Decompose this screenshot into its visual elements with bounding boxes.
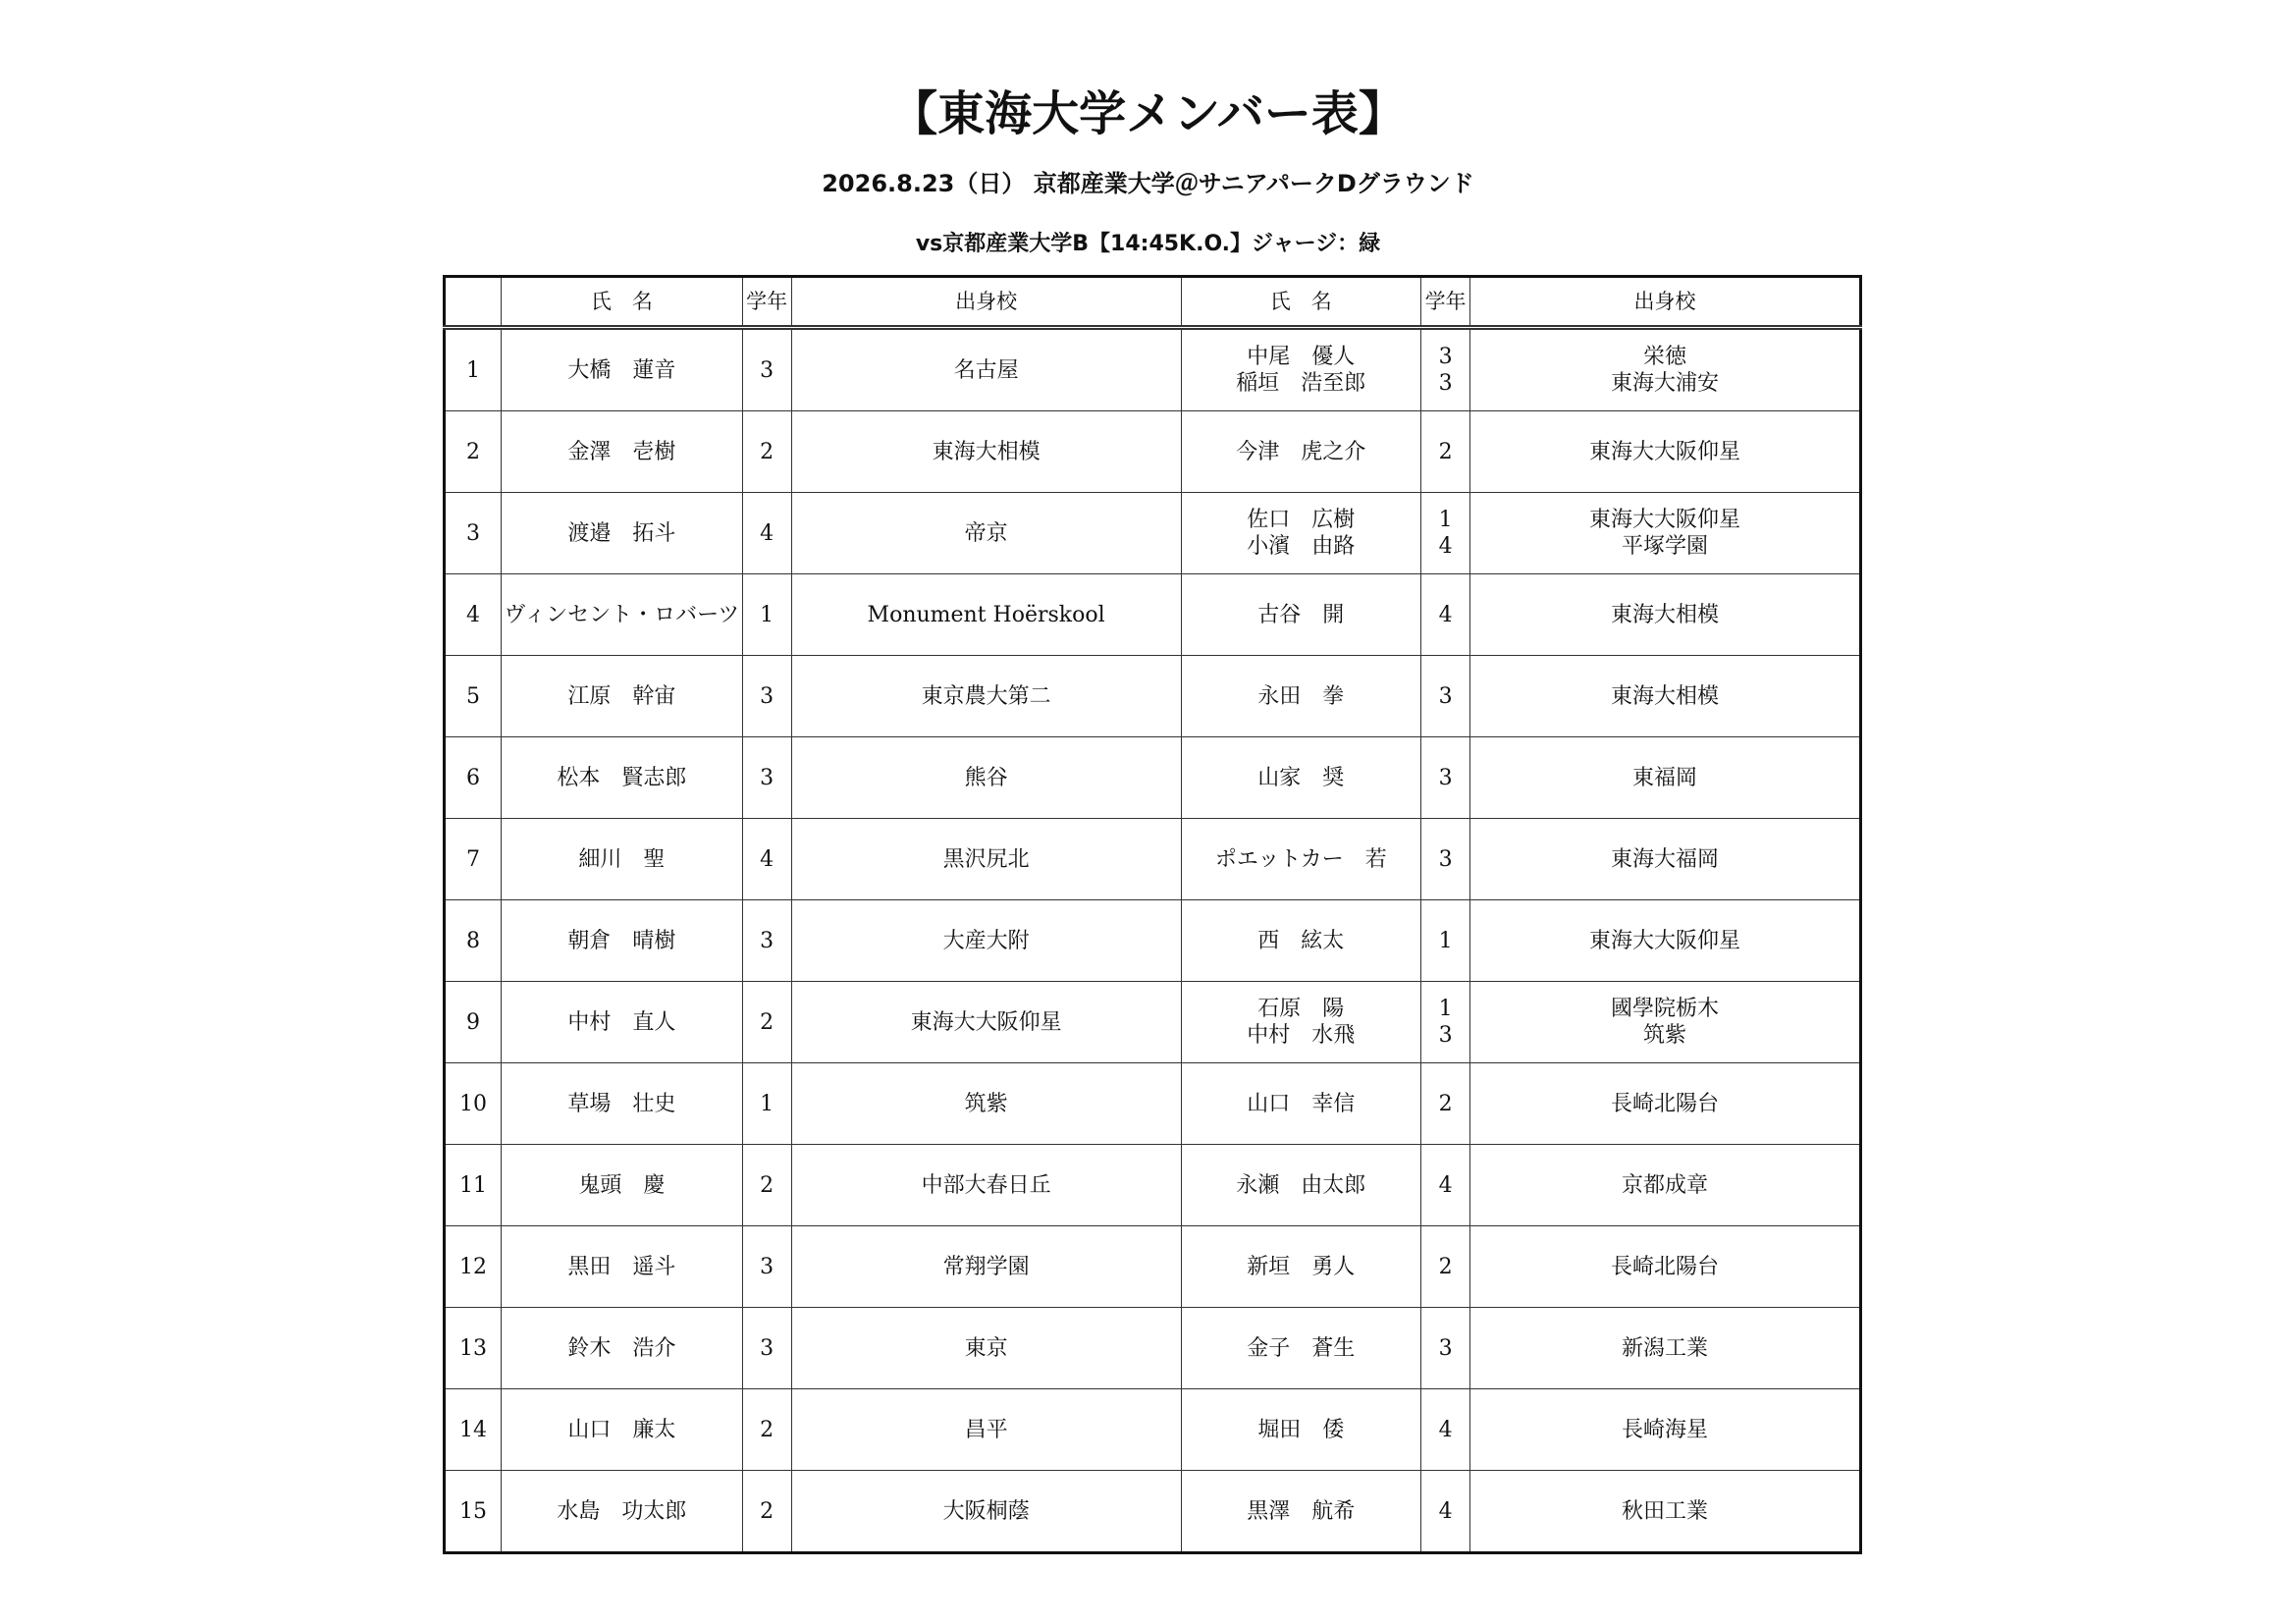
player-year: 2 bbox=[742, 1145, 791, 1226]
reserve-player-year: 3 bbox=[1438, 1023, 1453, 1048]
reserve-player-year: 1 bbox=[1438, 928, 1453, 953]
reserve-school-cell bbox=[1470, 574, 1861, 656]
reserve-player-year: 3 bbox=[1438, 683, 1453, 709]
reserve-school-cell bbox=[1470, 1308, 1861, 1389]
reserve-school-cell bbox=[1470, 328, 1861, 411]
reserve-player-year: 3 bbox=[1438, 846, 1453, 872]
player-school: 東海大大阪仰星 bbox=[791, 982, 1181, 1063]
table-row bbox=[445, 574, 1861, 656]
player-name: 草場 壮史 bbox=[502, 1063, 743, 1145]
table-row bbox=[445, 1389, 1861, 1471]
reserve-player-school: 長崎北陽台 bbox=[1611, 1091, 1720, 1116]
row-number: 10 bbox=[445, 1063, 502, 1145]
reserve-player-school: 新潟工業 bbox=[1622, 1335, 1709, 1361]
reserve-year-cell bbox=[1421, 328, 1470, 411]
player-year: 1 bbox=[742, 574, 791, 656]
reserve-school-cell bbox=[1470, 1145, 1861, 1226]
player-school: Monument Hoërskool bbox=[791, 574, 1181, 656]
reserve-player-school: 長崎北陽台 bbox=[1611, 1254, 1720, 1279]
reserve-player-school: 東海大浦安 bbox=[1611, 371, 1720, 396]
player-name: 鈴木 浩介 bbox=[502, 1308, 743, 1389]
table-row bbox=[445, 1308, 1861, 1389]
player-school: 東京 bbox=[791, 1308, 1181, 1389]
player-school: 昌平 bbox=[791, 1389, 1181, 1471]
player-name: 朝倉 晴樹 bbox=[502, 900, 743, 982]
reserve-school-cell bbox=[1470, 982, 1861, 1063]
player-school: 東海大相模 bbox=[791, 411, 1181, 493]
match-opponent-info: vs京都産業大学B【14:45K.O.】ジャージ：緑 bbox=[915, 232, 1381, 256]
reserve-year-cell bbox=[1421, 900, 1470, 982]
table-row bbox=[445, 411, 1861, 493]
reserve-school-cell bbox=[1470, 737, 1861, 819]
reserve-player-name: 永瀬 由太郎 bbox=[1236, 1172, 1366, 1198]
reserve-school-cell bbox=[1470, 1063, 1861, 1145]
header-name: 氏 名 bbox=[502, 277, 743, 328]
reserve-player-school: 東海大相模 bbox=[1611, 602, 1720, 627]
header-reserve-school: 出身校 bbox=[1470, 277, 1861, 328]
table-row bbox=[445, 1063, 1861, 1145]
player-year: 3 bbox=[742, 900, 791, 982]
row-number: 15 bbox=[445, 1471, 502, 1553]
reserve-player-year: 4 bbox=[1438, 1498, 1453, 1524]
reserve-player-name: 山家 奨 bbox=[1257, 765, 1345, 790]
player-name: ヴィンセント・ロバーツ bbox=[502, 574, 743, 656]
player-year: 2 bbox=[742, 1471, 791, 1553]
reserve-player-name: 中村 水飛 bbox=[1247, 1023, 1356, 1048]
reserve-school-cell bbox=[1470, 900, 1861, 982]
reserve-player-school: 東海大相模 bbox=[1611, 683, 1720, 709]
reserve-name-cell bbox=[1181, 819, 1421, 900]
player-name: 大橋 蓮音 bbox=[502, 328, 743, 411]
reserve-player-year: 1 bbox=[1438, 997, 1453, 1021]
player-school: 東京農大第二 bbox=[791, 656, 1181, 737]
reserve-name-cell bbox=[1181, 737, 1421, 819]
row-number: 13 bbox=[445, 1308, 502, 1389]
player-year: 3 bbox=[742, 656, 791, 737]
reserve-player-school: 平塚学園 bbox=[1622, 534, 1709, 559]
page-title: 【東海大学メンバー表】 bbox=[890, 86, 1406, 141]
reserve-year-cell bbox=[1421, 819, 1470, 900]
reserve-school-cell bbox=[1470, 1389, 1861, 1471]
reserve-player-name: 古谷 開 bbox=[1257, 602, 1345, 627]
row-number: 2 bbox=[445, 411, 502, 493]
match-date-venue: 2026.8.23（日） 京都産業大学＠サニアパークDグラウンド bbox=[822, 170, 1474, 197]
row-number: 3 bbox=[445, 493, 502, 574]
player-school: 名古屋 bbox=[791, 328, 1181, 411]
player-name: 金澤 壱樹 bbox=[502, 411, 743, 493]
reserve-name-cell bbox=[1181, 1389, 1421, 1471]
player-school: 常翔学園 bbox=[791, 1226, 1181, 1308]
reserve-player-school: 京都成章 bbox=[1622, 1172, 1709, 1198]
table-header-row bbox=[445, 277, 1861, 328]
player-school: 中部大春日丘 bbox=[791, 1145, 1181, 1226]
reserve-player-school: 東海大大阪仰星 bbox=[1589, 508, 1741, 532]
reserve-player-name: 金子 蒼生 bbox=[1247, 1335, 1356, 1361]
player-name: 中村 直人 bbox=[502, 982, 743, 1063]
reserve-year-cell bbox=[1421, 1226, 1470, 1308]
reserve-player-school: 筑紫 bbox=[1643, 1023, 1687, 1048]
table-row bbox=[445, 1145, 1861, 1226]
player-year: 4 bbox=[742, 819, 791, 900]
player-year: 2 bbox=[742, 982, 791, 1063]
row-number: 7 bbox=[445, 819, 502, 900]
reserve-name-cell bbox=[1181, 328, 1421, 411]
reserve-player-school: 東福岡 bbox=[1632, 765, 1698, 790]
player-school: 熊谷 bbox=[791, 737, 1181, 819]
reserve-player-year: 2 bbox=[1438, 439, 1453, 464]
player-name: 細川 聖 bbox=[502, 819, 743, 900]
player-school: 黒沢尻北 bbox=[791, 819, 1181, 900]
player-year: 2 bbox=[742, 1389, 791, 1471]
reserve-year-cell bbox=[1421, 1308, 1470, 1389]
reserve-name-cell bbox=[1181, 982, 1421, 1063]
table-row bbox=[445, 493, 1861, 574]
reserve-player-school: 秋田工業 bbox=[1622, 1498, 1709, 1524]
row-number: 1 bbox=[445, 328, 502, 411]
reserve-player-year: 4 bbox=[1438, 602, 1453, 627]
row-number: 9 bbox=[445, 982, 502, 1063]
player-name: 山口 廉太 bbox=[502, 1389, 743, 1471]
player-school: 大産大附 bbox=[791, 900, 1181, 982]
reserve-year-cell bbox=[1421, 1389, 1470, 1471]
reserve-year-cell bbox=[1421, 1471, 1470, 1553]
reserve-name-cell bbox=[1181, 656, 1421, 737]
reserve-player-school: 東海大福岡 bbox=[1611, 846, 1720, 872]
player-year: 3 bbox=[742, 1226, 791, 1308]
reserve-player-year: 4 bbox=[1438, 1172, 1453, 1198]
reserve-name-cell bbox=[1181, 900, 1421, 982]
row-number: 6 bbox=[445, 737, 502, 819]
reserve-name-cell bbox=[1181, 1471, 1421, 1553]
reserve-school-cell bbox=[1470, 656, 1861, 737]
reserve-year-cell bbox=[1421, 1145, 1470, 1226]
row-number: 12 bbox=[445, 1226, 502, 1308]
table-row bbox=[445, 900, 1861, 982]
player-year: 3 bbox=[742, 1308, 791, 1389]
reserve-player-school: 東海大大阪仰星 bbox=[1589, 928, 1741, 953]
header-reserve-name: 氏 名 bbox=[1181, 277, 1421, 328]
reserve-year-cell bbox=[1421, 493, 1470, 574]
header-year: 学年 bbox=[742, 277, 791, 328]
member-table bbox=[443, 275, 1862, 1554]
player-name: 松本 賢志郎 bbox=[502, 737, 743, 819]
player-name: 鬼頭 慶 bbox=[502, 1145, 743, 1226]
reserve-player-name: 堀田 倭 bbox=[1257, 1417, 1345, 1442]
reserve-player-name: 西 絃太 bbox=[1257, 928, 1345, 953]
reserve-year-cell bbox=[1421, 574, 1470, 656]
row-number: 8 bbox=[445, 900, 502, 982]
player-year: 3 bbox=[742, 328, 791, 411]
player-school: 大阪桐蔭 bbox=[791, 1471, 1181, 1553]
reserve-player-name: ポエットカー 若 bbox=[1214, 846, 1387, 872]
reserve-player-year: 3 bbox=[1438, 765, 1453, 790]
row-number: 4 bbox=[445, 574, 502, 656]
reserve-year-cell bbox=[1421, 656, 1470, 737]
row-number: 14 bbox=[445, 1389, 502, 1471]
reserve-player-school: 國學院栃木 bbox=[1611, 997, 1720, 1021]
table-body bbox=[445, 328, 1861, 1553]
table-row bbox=[445, 982, 1861, 1063]
reserve-player-name: 永田 拳 bbox=[1257, 683, 1345, 709]
player-name: 黒田 遥斗 bbox=[502, 1226, 743, 1308]
reserve-year-cell bbox=[1421, 737, 1470, 819]
reserve-player-name: 中尾 優人 bbox=[1247, 345, 1356, 369]
reserve-name-cell bbox=[1181, 1145, 1421, 1226]
reserve-school-cell bbox=[1470, 411, 1861, 493]
reserve-school-cell bbox=[1470, 1226, 1861, 1308]
reserve-player-year: 3 bbox=[1438, 345, 1453, 369]
table-row bbox=[445, 656, 1861, 737]
reserve-name-cell bbox=[1181, 493, 1421, 574]
player-school: 帝京 bbox=[791, 493, 1181, 574]
player-name: 江原 幹宙 bbox=[502, 656, 743, 737]
reserve-school-cell bbox=[1470, 493, 1861, 574]
reserve-name-cell bbox=[1181, 411, 1421, 493]
reserve-school-cell bbox=[1470, 1471, 1861, 1553]
reserve-player-year: 4 bbox=[1438, 1417, 1453, 1442]
player-year: 3 bbox=[742, 737, 791, 819]
reserve-name-cell bbox=[1181, 1063, 1421, 1145]
player-year: 2 bbox=[742, 411, 791, 493]
table-row bbox=[445, 819, 1861, 900]
reserve-player-school: 長崎海星 bbox=[1622, 1417, 1709, 1442]
table-row bbox=[445, 737, 1861, 819]
header-number bbox=[445, 277, 502, 328]
player-year: 4 bbox=[742, 493, 791, 574]
header-school: 出身校 bbox=[791, 277, 1181, 328]
reserve-player-name: 稲垣 浩至郎 bbox=[1236, 371, 1366, 396]
reserve-player-year: 3 bbox=[1438, 371, 1453, 396]
reserve-player-name: 今津 虎之介 bbox=[1236, 439, 1366, 464]
reserve-year-cell bbox=[1421, 982, 1470, 1063]
reserve-player-year: 1 bbox=[1438, 508, 1453, 532]
reserve-player-school: 東海大大阪仰星 bbox=[1589, 439, 1741, 464]
reserve-year-cell bbox=[1421, 411, 1470, 493]
reserve-player-year: 2 bbox=[1438, 1091, 1453, 1116]
table-row bbox=[445, 1226, 1861, 1308]
row-number: 11 bbox=[445, 1145, 502, 1226]
reserve-player-year: 2 bbox=[1438, 1254, 1453, 1279]
reserve-player-name: 石原 陽 bbox=[1257, 997, 1345, 1021]
player-school: 筑紫 bbox=[791, 1063, 1181, 1145]
reserve-player-name: 山口 幸信 bbox=[1247, 1091, 1356, 1116]
reserve-name-cell bbox=[1181, 1226, 1421, 1308]
reserve-player-name: 新垣 勇人 bbox=[1247, 1254, 1356, 1279]
player-year: 1 bbox=[742, 1063, 791, 1145]
player-name: 水島 功太郎 bbox=[502, 1471, 743, 1553]
reserve-player-name: 佐口 広樹 bbox=[1247, 508, 1356, 532]
table-row bbox=[445, 328, 1861, 411]
reserve-player-name: 小濱 由路 bbox=[1247, 534, 1356, 559]
header-reserve-year: 学年 bbox=[1421, 277, 1470, 328]
reserve-player-year: 4 bbox=[1438, 534, 1453, 559]
reserve-player-year: 3 bbox=[1438, 1335, 1453, 1361]
player-name: 渡邉 拓斗 bbox=[502, 493, 743, 574]
reserve-player-school: 栄徳 bbox=[1643, 345, 1687, 369]
table-row bbox=[445, 1471, 1861, 1553]
reserve-name-cell bbox=[1181, 574, 1421, 656]
reserve-school-cell bbox=[1470, 819, 1861, 900]
row-number: 5 bbox=[445, 656, 502, 737]
reserve-year-cell bbox=[1421, 1063, 1470, 1145]
reserve-player-name: 黒澤 航希 bbox=[1247, 1498, 1356, 1524]
reserve-name-cell bbox=[1181, 1308, 1421, 1389]
